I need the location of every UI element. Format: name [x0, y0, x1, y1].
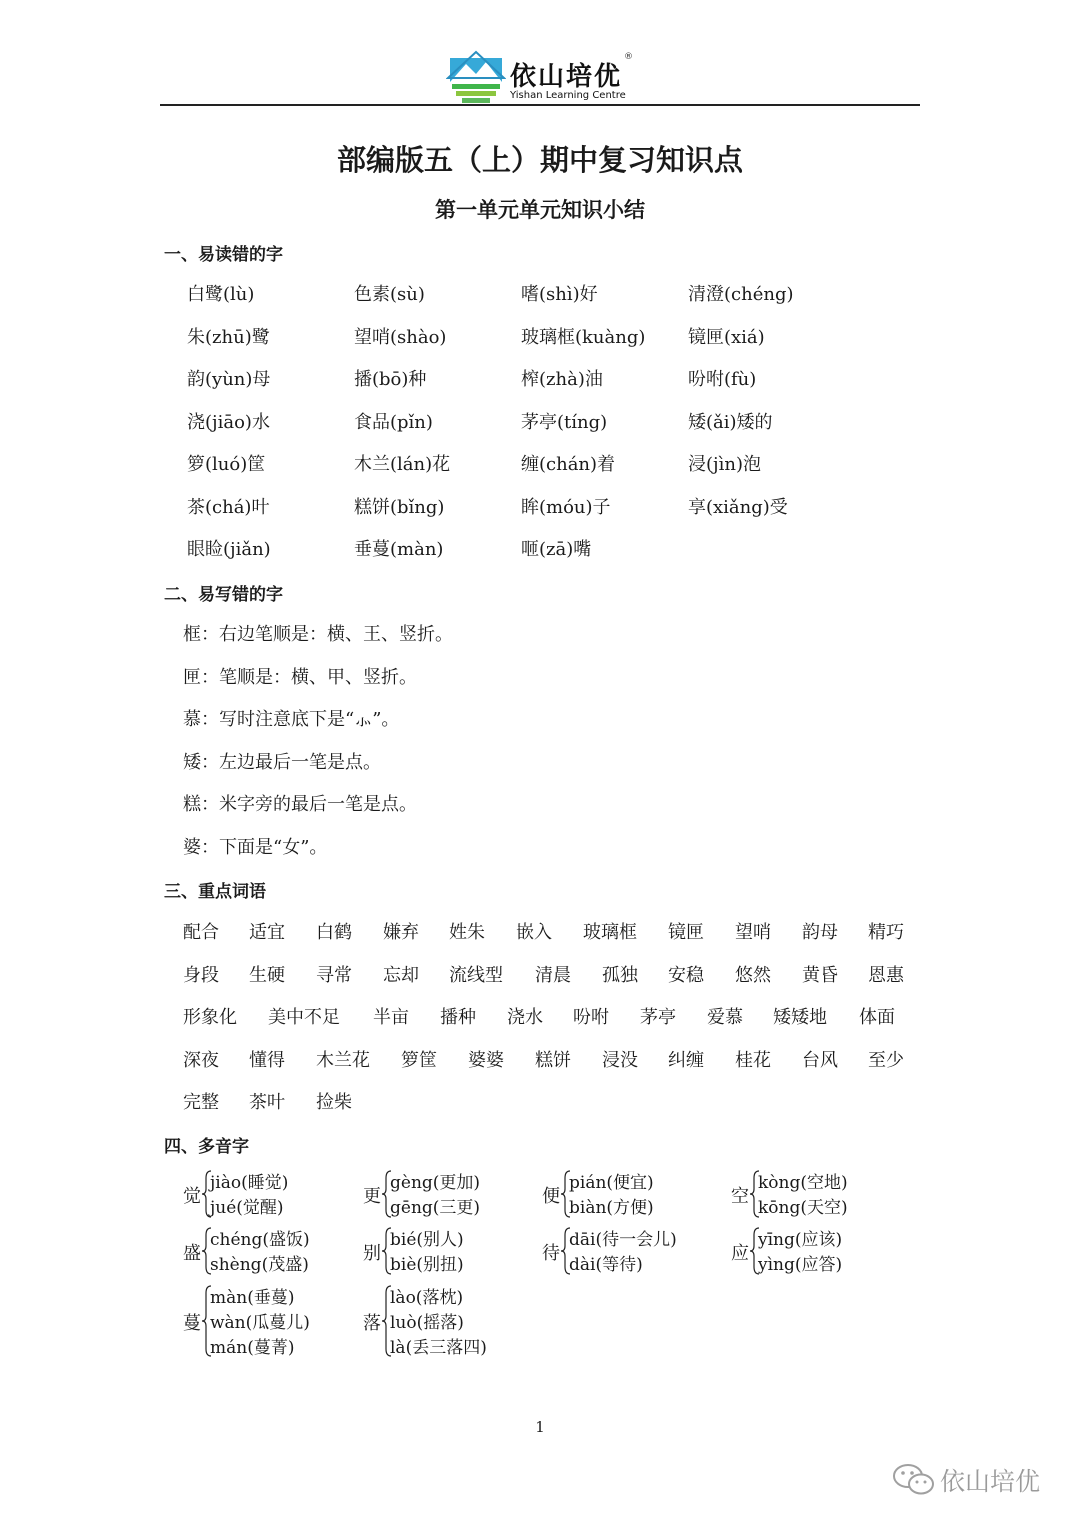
word-row — [183, 918, 943, 961]
polyphonic-char: 便 — [542, 1186, 560, 1207]
grid-cell: 享(xiǎng)受 — [688, 496, 788, 518]
note-line: 糕：米字旁的最后一笔是点。 — [183, 794, 417, 815]
word: 恩惠 — [868, 964, 904, 986]
word: 至少 — [868, 1049, 904, 1071]
word: 忘却 — [383, 964, 419, 986]
grid-cell: 白鹭(lù) — [187, 284, 255, 305]
reading-line: gèng(更加) — [390, 1173, 481, 1193]
word: 适宜 — [249, 922, 285, 943]
word: 生硬 — [249, 964, 285, 986]
key-words-grid — [183, 918, 943, 1131]
word: 捡柴 — [316, 1092, 352, 1113]
page-number: 1 — [535, 1418, 545, 1436]
grid-row — [187, 365, 947, 408]
grid-cell: 朱(zhū)鹭 — [187, 326, 270, 348]
section-heading-key-words: 三、重点词语 — [164, 882, 266, 902]
word: 韵母 — [802, 922, 838, 943]
grid-row — [187, 280, 947, 323]
reading-line: shèng(茂盛) — [210, 1255, 309, 1275]
word: 清晨 — [535, 964, 571, 986]
grid-cell: 镜匣(xiá) — [688, 326, 765, 348]
mountain-logo-icon — [446, 50, 506, 105]
grid-row — [187, 408, 947, 451]
word: 玻璃框 — [583, 922, 637, 943]
word-row — [183, 1003, 943, 1046]
grid-row — [187, 535, 947, 578]
polyphonic-entry — [183, 1168, 353, 1220]
reading-line: kōng(天空) — [758, 1198, 848, 1218]
grid-cell: 浇(jiāo)水 — [187, 411, 270, 433]
page-subtitle: 第一单元单元知识小结 — [435, 197, 645, 222]
note-line: 框：右边笔顺是：横、王、竖折。 — [183, 624, 453, 645]
page-header — [160, 40, 920, 106]
grid-cell: 色素(sù) — [354, 284, 425, 305]
word: 浸没 — [602, 1049, 638, 1071]
polyphonic-char: 盛 — [183, 1243, 201, 1264]
grid-cell: 茅亭(tíng) — [521, 411, 608, 433]
reading-line: lào(落枕) — [390, 1288, 464, 1308]
polyphonic-entry — [731, 1168, 911, 1220]
word: 安稳 — [668, 964, 704, 986]
grid-cell: 眸(móu)子 — [521, 496, 611, 518]
section-heading-miswritten: 二、易写错的字 — [164, 585, 283, 605]
grid-cell: 清澄(chéng) — [688, 284, 794, 305]
reading-line: dāi(待一会儿) — [569, 1230, 677, 1250]
grid-cell: 垂蔓(màn) — [354, 539, 444, 560]
word: 浇水 — [507, 1007, 543, 1028]
polyphonic-char: 待 — [542, 1243, 560, 1264]
word: 悠然 — [735, 964, 771, 986]
grid-cell: 望哨(shào) — [354, 326, 447, 348]
word: 体面 — [859, 1007, 895, 1028]
grid-cell: 缠(chán)着 — [521, 454, 616, 475]
reading-line: luò(摇落) — [390, 1313, 464, 1333]
word-row — [183, 1046, 943, 1089]
grid-cell: 嗜(shì)好 — [521, 284, 598, 305]
polyphonic-char: 觉 — [183, 1186, 201, 1207]
grid-cell: 木兰(lán)花 — [354, 454, 451, 475]
word: 白鹤 — [316, 922, 352, 943]
grid-cell: 浸(jìn)泡 — [688, 454, 761, 475]
word: 懂得 — [249, 1049, 285, 1071]
grid-cell: 榨(zhà)油 — [521, 369, 603, 390]
grid-cell: 茶(chá)叶 — [187, 496, 270, 518]
grid-row — [187, 493, 947, 536]
word: 糕饼 — [535, 1049, 571, 1071]
miswritten-notes — [183, 620, 453, 875]
reading-line: mán(蔓菁) — [210, 1338, 295, 1358]
grid-cell: 箩(luó)筐 — [187, 454, 266, 475]
word: 爱慕 — [707, 1007, 743, 1028]
word: 孤独 — [602, 964, 638, 986]
misread-characters-grid — [187, 280, 947, 578]
polyphonic-entry — [542, 1168, 722, 1220]
grid-cell: 食品(pǐn) — [354, 411, 433, 433]
word: 深夜 — [183, 1049, 219, 1071]
polyphonic-entry — [183, 1225, 353, 1277]
grid-cell: 咂(zā)嘴 — [521, 539, 592, 560]
reading-line: yìng(应答) — [758, 1255, 843, 1275]
logo-english-name: Yishan Learning Centre — [510, 90, 626, 101]
word: 婆婆 — [468, 1049, 504, 1071]
word: 茶叶 — [249, 1092, 285, 1113]
reading-line: bié(别人) — [390, 1230, 464, 1250]
grid-row — [187, 450, 947, 493]
watermark — [892, 1460, 1062, 1500]
polyphonic-entry — [183, 1283, 353, 1361]
reading-line: gēng(三更) — [390, 1198, 481, 1218]
word: 完整 — [183, 1092, 219, 1113]
note-line: 慕：写时注意底下是“⺗”。 — [183, 709, 400, 730]
polyphonic-char: 落 — [363, 1313, 381, 1334]
word: 嫌弃 — [383, 922, 419, 943]
word: 身段 — [183, 964, 219, 986]
reading-line: màn(垂蔓) — [210, 1288, 295, 1308]
word-row — [183, 961, 943, 1004]
polyphonic-char: 空 — [731, 1186, 749, 1207]
grid-cell: 玻璃框(kuàng) — [521, 326, 646, 348]
word: 茅亭 — [640, 1007, 676, 1028]
reading-line: là(丢三落四) — [390, 1338, 487, 1358]
reading-line: yīng(应该) — [758, 1230, 843, 1250]
polyphonic-entry — [363, 1168, 533, 1220]
reading-line: kòng(空地) — [758, 1173, 848, 1193]
word: 黄昏 — [802, 964, 838, 986]
polyphonic-entry — [363, 1283, 543, 1361]
word: 精巧 — [868, 922, 904, 943]
note-line: 匣：笔顺是：横、甲、竖折。 — [183, 666, 417, 688]
note-line: 婆：下面是“女”。 — [183, 836, 328, 858]
word: 寻常 — [316, 964, 352, 986]
section-heading-polyphonic: 四、多音字 — [164, 1137, 249, 1157]
word: 播种 — [440, 1007, 476, 1028]
logo — [446, 50, 646, 105]
word: 流线型 — [449, 964, 503, 986]
registered-mark: ® — [624, 52, 633, 62]
word: 台风 — [802, 1049, 838, 1071]
polyphonic-char: 别 — [363, 1243, 381, 1264]
wechat-icon — [892, 1462, 936, 1498]
reading-line: chéng(盛饭) — [210, 1230, 310, 1250]
polyphonic-char: 蔓 — [183, 1313, 201, 1334]
polyphonic-char: 应 — [731, 1243, 749, 1264]
word: 箩筐 — [401, 1049, 437, 1071]
reading-line: jué(觉醒) — [210, 1198, 284, 1218]
note-line: 矮：左边最后一笔是点。 — [183, 751, 381, 773]
grid-cell: 韵(yùn)母 — [187, 369, 271, 390]
word: 吩咐 — [573, 1007, 609, 1028]
reading-line: dài(等待) — [569, 1255, 643, 1275]
word: 望哨 — [735, 922, 771, 943]
word-row — [183, 1088, 943, 1131]
reading-line: biàn(方便) — [569, 1198, 654, 1218]
word: 美中不足 — [268, 1007, 340, 1028]
reading-line: pián(便宜) — [569, 1173, 654, 1193]
logo-chinese-name: 依山培优 — [510, 62, 623, 92]
word: 形象化 — [183, 1007, 237, 1028]
word: 木兰花 — [316, 1049, 370, 1071]
word: 纠缠 — [668, 1049, 704, 1071]
polyphonic-char: 更 — [363, 1186, 381, 1207]
word: 嵌入 — [516, 922, 552, 943]
word: 桂花 — [735, 1049, 771, 1071]
watermark-text: 依山培优 — [940, 1467, 1041, 1496]
grid-cell: 眼睑(jiǎn) — [187, 539, 271, 560]
grid-cell: 矮(ǎi)矮的 — [688, 411, 773, 433]
section-heading-misread: 一、易读错的字 — [164, 245, 283, 265]
header-divider — [160, 104, 920, 106]
polyphonic-entry — [363, 1225, 533, 1277]
word: 半亩 — [373, 1007, 409, 1028]
polyphonic-entry — [542, 1225, 722, 1277]
grid-cell: 播(bō)种 — [354, 369, 427, 390]
grid-cell: 糕饼(bǐng) — [354, 496, 445, 518]
polyphonic-entry — [731, 1225, 911, 1277]
word: 镜匣 — [668, 922, 704, 943]
reading-line: wàn(瓜蔓儿) — [210, 1313, 310, 1333]
grid-cell: 吩咐(fù) — [688, 369, 757, 390]
page-title: 部编版五（上）期中复习知识点 — [336, 143, 743, 177]
reading-line: biè(别扭) — [390, 1255, 464, 1275]
reading-line: jiào(睡觉) — [210, 1173, 289, 1193]
word: 配合 — [183, 922, 219, 943]
word: 矮矮地 — [773, 1007, 827, 1028]
word: 姓朱 — [449, 922, 485, 943]
grid-row — [187, 323, 947, 366]
